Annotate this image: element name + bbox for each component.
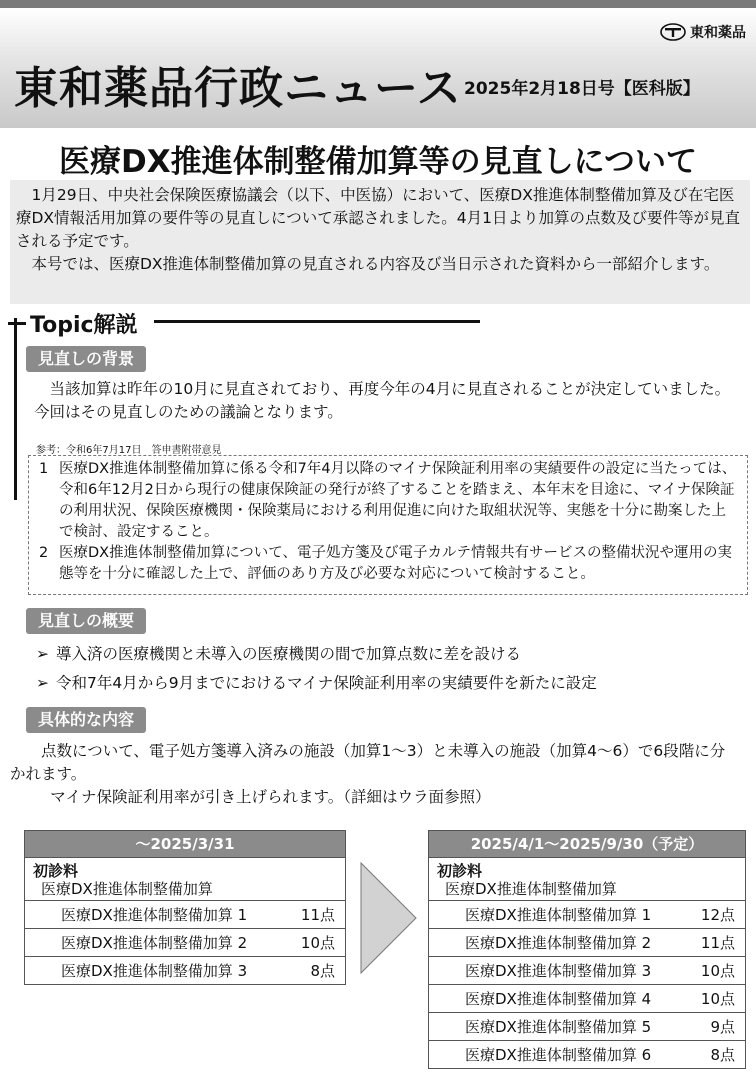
bullet-item — [36, 640, 597, 669]
table-after-category — [429, 857, 745, 900]
details-paragraph-2: マイナ保険証利用率が引き上げられます。（詳細はウラ面参照） — [50, 788, 491, 806]
topic-title: Topic解説 — [30, 313, 138, 338]
row-value: 11点 — [300, 906, 335, 924]
row-name: 医療DX推進体制整備加算 3 — [465, 962, 652, 980]
row-value: 9点 — [710, 1018, 735, 1036]
bullet-item — [36, 669, 597, 698]
reference-item — [39, 459, 737, 543]
table-row — [429, 900, 745, 928]
row-value: 10点 — [300, 934, 335, 952]
background-text — [34, 378, 734, 424]
section-badge-overview: 見直しの概要 — [26, 608, 146, 634]
arrow-bullet-icon: ➢ — [36, 645, 49, 663]
reference-label: 参考：令和6年7月17日 答申書附帯意見 — [36, 445, 222, 456]
row-name: 医療DX推進体制整備加算 3 — [61, 962, 248, 980]
table-before-header: ～2025/3/31 — [25, 831, 345, 857]
background-paragraph: 当該加算は昨年の10月に見直されており、再度今年の4月に見直されることが決定していました。今回はその見直しのための議論となります。 — [34, 380, 731, 421]
row-name: 医療DX推進体制整備加算 1 — [61, 906, 248, 924]
details-text — [10, 740, 740, 809]
row-name: 医療DX推進体制整備加算 2 — [465, 934, 652, 952]
row-value: 10点 — [700, 962, 735, 980]
row-name: 医療DX推進体制整備加算 6 — [465, 1046, 652, 1064]
row-name: 医療DX推進体制整備加算 1 — [465, 906, 652, 924]
reference-item-text: 医療DX推進体制整備加算について、電子処方箋及び電子カルテ情報共有サービスの整備状況や運用の実態等を十分に確認した上で、評価のあり方及び必要な対応について検討すること。 — [59, 545, 733, 582]
details-paragraph-1: 点数について、電子処方箋導入済みの施設（加算1～3）と未導入の施設（加算4～6）で6段階に分かれます。 — [10, 742, 726, 783]
row-value: 8点 — [310, 962, 335, 980]
reference-box — [28, 455, 748, 595]
arrow-bullet-icon: ➢ — [36, 674, 49, 692]
table-row — [429, 1012, 745, 1040]
row-name: 医療DX推進体制整備加算 4 — [465, 990, 652, 1008]
towa-logo-icon — [660, 23, 686, 41]
subcategory-label: 医療DX推進体制整備加算 — [445, 880, 617, 898]
topic-vertical-rule — [14, 318, 17, 500]
article-headline: 医療DX推進体制整備加算等の見直しについて — [58, 144, 697, 180]
row-value: 10点 — [700, 990, 735, 1008]
section-badge-details: 具体的な内容 — [26, 707, 146, 733]
row-value: 12点 — [700, 906, 735, 924]
issue-date: 2025年2月18日号【医科版】 — [464, 79, 700, 99]
table-before-category — [25, 857, 345, 900]
row-value: 8点 — [710, 1046, 735, 1064]
category-label: 初診料 — [437, 862, 483, 880]
table-after — [428, 830, 746, 1069]
table-row — [25, 956, 345, 984]
overview-bullets — [36, 640, 597, 698]
subcategory-label: 医療DX推進体制整備加算 — [41, 880, 213, 898]
transition-arrow-icon — [360, 862, 418, 974]
table-row — [429, 1040, 745, 1068]
reference-item-number: 2 — [39, 545, 49, 561]
section-badge-background: 見直しの背景 — [26, 346, 146, 372]
logo — [660, 22, 746, 42]
row-name: 医療DX推進体制整備加算 2 — [61, 934, 248, 952]
table-before — [24, 830, 346, 985]
table-row — [25, 928, 345, 956]
category-label: 初診料 — [33, 862, 79, 880]
logo-text: 東和薬品 — [690, 25, 746, 41]
table-row — [429, 956, 745, 984]
topic-horizontal-rule — [154, 320, 480, 323]
table-row — [429, 984, 745, 1012]
intro-paragraph-1: 1月29日、中央社会保険医療協議会（以下、中医協）において、医療DX推進体制整備加算及び在宅医療DX情報活用加算の要件等の見直しについて承認されました。4月1日より加算の点数及び要件等が見直される予定です。 — [16, 186, 740, 250]
header-band — [0, 8, 756, 128]
top-bar — [0, 0, 756, 8]
topic-left-tick — [8, 322, 26, 325]
row-name: 医療DX推進体制整備加算 5 — [465, 1018, 652, 1036]
table-row — [429, 928, 745, 956]
table-after-header: 2025/4/1～2025/9/30（予定） — [429, 831, 745, 857]
intro-box — [10, 180, 750, 304]
reference-item-number: 1 — [39, 461, 49, 477]
row-value: 11点 — [700, 934, 735, 952]
intro-paragraph-2: 本号では、医療DX推進体制整備加算の見直される内容及び当日示された資料から一部紹介します。 — [31, 255, 720, 273]
newsletter-title: 東和薬品行政ニュース — [14, 63, 462, 114]
reference-item — [39, 543, 737, 585]
bullet-text: 導入済の医療機関と未導入の医療機関の間で加算点数に差を設ける — [56, 645, 522, 663]
reference-item-text: 医療DX推進体制整備加算に係る令和7年4月以降のマイナ保険証利用率の実績要件の設定に当たっては、令和6年12月2日から現行の健康保険証の発行が終了することを踏まえ、本年末を目途に、マイナ保険証の利用状況、保険医療機関・保険薬局における利用促進に向けた取組状況等、実態を十分に勘案した上で検討、設定すること。 — [59, 461, 737, 540]
table-row — [25, 900, 345, 928]
bullet-text: 令和7年4月から9月までにおけるマイナ保険証利用率の実績要件を新たに設定 — [56, 674, 597, 692]
